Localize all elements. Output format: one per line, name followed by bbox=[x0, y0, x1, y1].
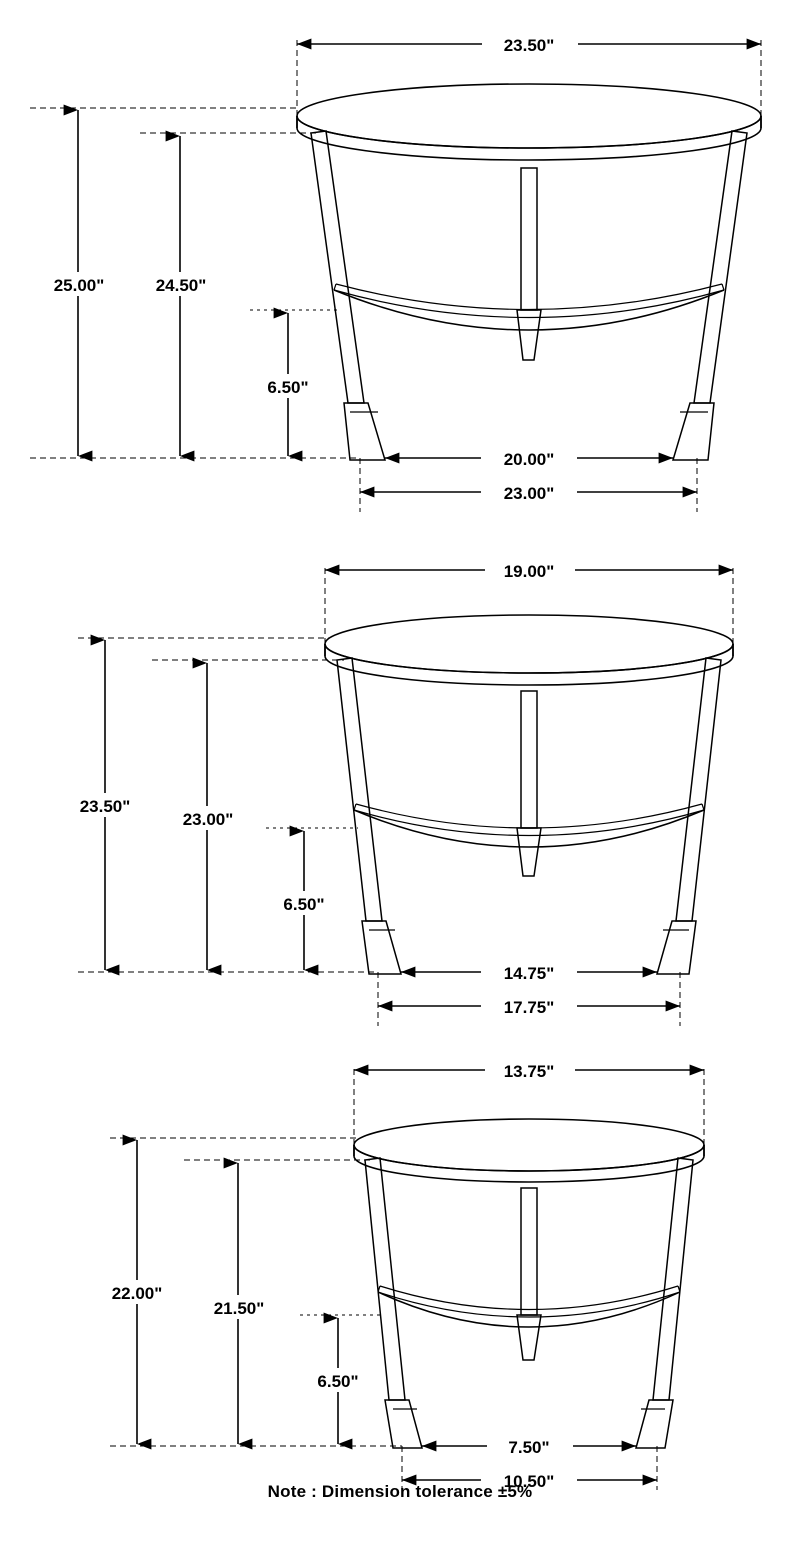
dim-top-width: 23.50" bbox=[503, 36, 555, 55]
dim-shelf-height: 6.50" bbox=[317, 1372, 359, 1391]
dim-base-inner-width: 14.75" bbox=[503, 964, 555, 983]
dim-base-outer-width: 17.75" bbox=[503, 998, 555, 1017]
small-table-drawing bbox=[0, 1030, 800, 1490]
dim-base-inner-width: 7.50" bbox=[508, 1438, 550, 1457]
dim-base-inner-width: 20.00" bbox=[503, 450, 555, 469]
dim-top-height: 24.50" bbox=[155, 276, 207, 295]
tolerance-note: Note : Dimension tolerance ±5% bbox=[267, 1482, 533, 1501]
dim-overall-height: 25.00" bbox=[53, 276, 105, 295]
medium-table-drawing bbox=[0, 528, 800, 1038]
panel-large-table bbox=[0, 0, 800, 530]
panel-small-table bbox=[0, 1030, 800, 1490]
dim-base-outer-width: 10.50" bbox=[503, 1472, 555, 1490]
large-table-drawing bbox=[0, 0, 800, 530]
dim-top-width: 13.75" bbox=[503, 1062, 555, 1081]
dim-top-width: 19.00" bbox=[503, 562, 555, 581]
panel-medium-table bbox=[0, 528, 800, 1038]
dim-shelf-height: 6.50" bbox=[283, 895, 325, 914]
dim-base-outer-width: 23.00" bbox=[503, 484, 555, 503]
dim-overall-height: 23.50" bbox=[79, 797, 131, 816]
dim-overall-height: 22.00" bbox=[111, 1284, 163, 1303]
dim-top-height: 21.50" bbox=[213, 1299, 265, 1318]
dim-top-height: 23.00" bbox=[182, 810, 234, 829]
dim-shelf-height: 6.50" bbox=[267, 378, 309, 397]
